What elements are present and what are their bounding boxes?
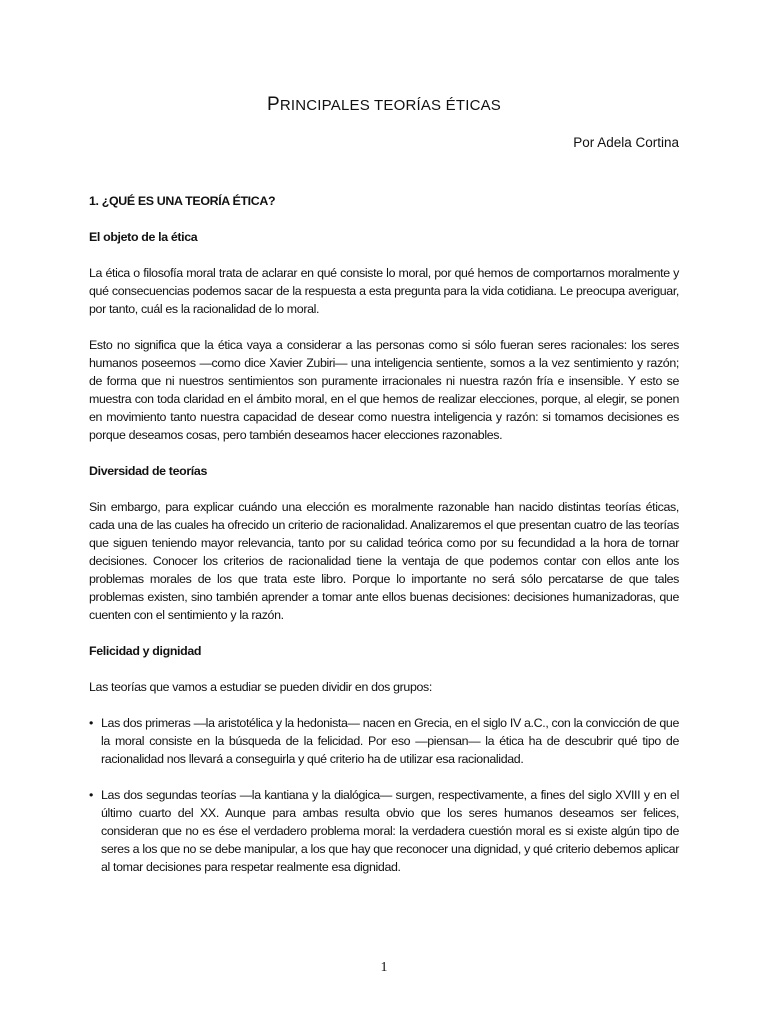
subsection-heading-felicidad: Felicidad y dignidad bbox=[89, 644, 202, 658]
title-initial: P bbox=[266, 94, 280, 115]
document-title bbox=[0, 94, 768, 116]
list-item-text: Las dos primeras —la aristotélica y la hedonista— nacen en Grecia, en el siglo IV a.C., con la convicción de que la moral consiste en la búsqueda de la felicidad. Por eso —piensan— la ética ha de descubrir qué tipo de racionalidad nos llevará a conseguirla y qué criterio ha de utilizar esa racionalidad. bbox=[101, 716, 679, 766]
document-body bbox=[89, 192, 679, 894]
paragraph: Esto no significa que la ética vaya a considerar a las personas como si sólo fueran seres racionales: los seres humanos poseemos —como dice Xavier Zubiri— una inteligencia sentiente, somos a la vez sentimiento y razón; de forma que ni nuestros sentimientos son puramente irracionales ni nuestra razón fría e insensible. Y esto se muestra con toda claridad en el ámbito moral, en el que hemos de realizar elecciones, porque, al elegir, se ponen en movimiento tanto nuestra capacidad de desear como nuestra inteligencia y razón: si tomamos decisiones es porque deseamos cosas, pero también deseamos hacer elecciones razonables. bbox=[89, 338, 679, 442]
bullet-marker: • bbox=[89, 716, 93, 730]
section-heading: 1. ¿QUÉ ES UNA TEORÍA ÉTICA? bbox=[89, 194, 276, 208]
paragraph: La ética o filosofía moral trata de aclarar en qué consiste lo moral, por qué hemos de comportarnos moralmente y qué consecuencias podemos sacar de la respuesta a esta pregunta para la vida cotidiana. Le preocupa averiguar, por tanto, cuál es la racionalidad de lo moral. bbox=[89, 266, 679, 316]
bullet-list bbox=[89, 714, 679, 876]
paragraph: Las teorías que vamos a estudiar se pueden dividir en dos grupos: bbox=[89, 680, 432, 694]
paragraph: Sin embargo, para explicar cuándo una elección es moralmente razonable han nacido distintas teorías éticas, cada una de las cuales ha ofrecido un criterio de racionalidad. Analizaremos el que presentan cuatro de las teorías que siguen teniendo mayor relevancia, tanto por su calidad teórica como por su fecundidad a la hora de tornar decisiones. Conocer los criterios de racionalidad tiene la ventaja de que podemos contar con ellos ante los problemas morales de los que trata este libro. Porque lo importante no será sólo percatarse de que tales problemas existen, sino también aprender a tomar ante ellos buenas decisiones: decisiones humanizadoras, que cuenten con el sentimiento y la razón. bbox=[89, 500, 679, 622]
document-author: Por Adela Cortina bbox=[573, 135, 679, 150]
list-item bbox=[89, 714, 679, 768]
subsection-heading-objeto: El objeto de la ética bbox=[89, 230, 198, 244]
list-item bbox=[89, 786, 679, 876]
list-item-text: Las dos segundas teorías —la kantiana y la dialógica— surgen, respectivamente, a fines del siglo XVIII y en el último cuarto del XX. Aunque para ambas resulta obvio que los seres humanos deseamos ser felices, consideran que no es ése el verdadero problema moral: la verdadera cuestión moral es si existe algún tipo de seres a los que no se debe manipular, a los que hay que reconocer una dignidad, y qué criterio debemos aplicar al tomar decisiones para respetar realmente esa dignidad. bbox=[101, 788, 679, 874]
page-number: 1 bbox=[380, 960, 388, 975]
title-rest: RINCIPALES TEORÍAS ÉTICAS bbox=[279, 97, 502, 114]
subsection-heading-diversidad: Diversidad de teorías bbox=[89, 464, 207, 478]
bullet-marker: • bbox=[89, 788, 93, 802]
